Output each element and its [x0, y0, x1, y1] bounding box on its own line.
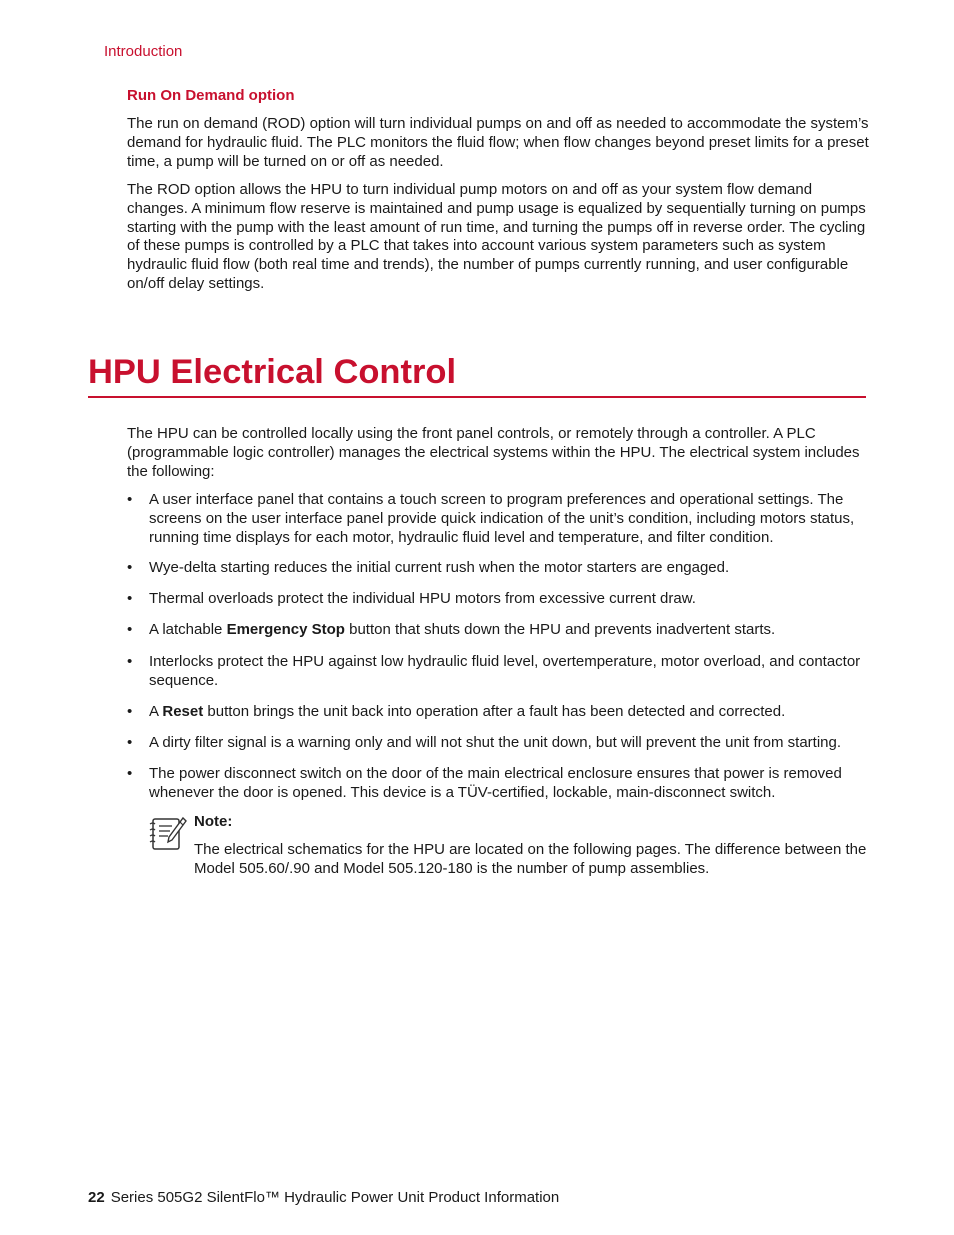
- bullet-marker: •: [127, 702, 133, 720]
- page-footer: [88, 1189, 559, 1206]
- breadcrumb: Introduction: [104, 43, 183, 60]
- list-item: • The power disconnect switch on the door of the main electrical enclosure ensures that power is removed whenever the door is opened. This device is a TÜV-certified, lockable, main-disconnect switch.: [127, 765, 842, 802]
- bullet-marker: •: [127, 652, 133, 670]
- list-item: • A dirty filter signal is a warning only and will not shut the unit down, but will prevent the unit from starting.: [127, 734, 842, 752]
- list-item: • Wye-delta starting reduces the initial current rush when the motor starters are engaged.: [127, 559, 730, 577]
- page-number: 22: [88, 1189, 105, 1206]
- note-text: The electrical schematics for the HPU are located on the following pages. The difference between the Model 505.60/.90 and Model 505.120-180 is the number of pump assemblies.: [194, 841, 867, 877]
- list-item: • A Reset button brings the unit back into operation after a fault has been detected and corrected.: [127, 702, 786, 720]
- bullet-marker: •: [127, 621, 133, 639]
- rod-paragraph-1: The run on demand (ROD) option will turn individual pumps on and off as needed to accommodate the system’s demand for hydraulic fluid. The PLC monitors the fluid flow; when flow changes beyond preset limits for a preset time, a pump will be turned on or off as needed.: [127, 115, 869, 170]
- page-title: HPU Electrical Control: [88, 353, 457, 391]
- emergency-stop-label: Emergency Stop: [226, 621, 345, 639]
- rod-paragraph-2: The ROD option allows the HPU to turn individual pump motors on and off as your system flow demand changes. A minimum flow reserve is maintained and pump usage is equalized by sequentially turning on pumps starting with the pump with the least amount of run time, and turning the pumps off in reverse order. The cycling of these pumps is controlled by a PLC that takes into account various system parameters such as system hydraulic fluid flow (both real time and trends), the number of pumps currently running, and user configurable on/off delay settings.: [127, 181, 866, 292]
- list-item: • A latchable Emergency Stop button that shuts down the HPU and prevents inadvertent starts.: [127, 621, 776, 639]
- list-item: • Interlocks protect the HPU against low hydraulic fluid level, overtemperature, motor overload, and contactor sequence.: [127, 652, 861, 689]
- bullet-marker: •: [127, 559, 133, 577]
- list-item: • Thermal overloads protect the individual HPU motors from excessive current draw.: [127, 590, 696, 608]
- rod-section-title: Run On Demand option: [127, 87, 295, 104]
- list-item: • A user interface panel that contains a touch screen to program preferences and operational settings. The screens on the user interface panel provide quick indication of the unit’s condition, including motors status, running time displays for each motor, hydraulic fluid level and temperature, and filter condition.: [127, 491, 855, 546]
- note-pencil-icon: [148, 815, 188, 853]
- bullet-marker: •: [127, 765, 133, 783]
- feature-list: [127, 491, 869, 803]
- electrical-intro: The HPU can be controlled locally using the front panel controls, or remotely through a controller. A PLC (programmable logic controller) manages the electrical systems within the HPU. The electrical system includes the following:: [127, 425, 860, 480]
- title-rule: [88, 396, 866, 398]
- footer-title: Series 505G2 SilentFlo™ Hydraulic Power Unit Product Information: [110, 1189, 560, 1206]
- note-title: Note:: [194, 813, 233, 830]
- bullet-marker: •: [127, 491, 133, 508]
- bullet-marker: •: [127, 734, 133, 752]
- reset-label: Reset: [162, 702, 204, 720]
- bullet-marker: •: [127, 590, 133, 608]
